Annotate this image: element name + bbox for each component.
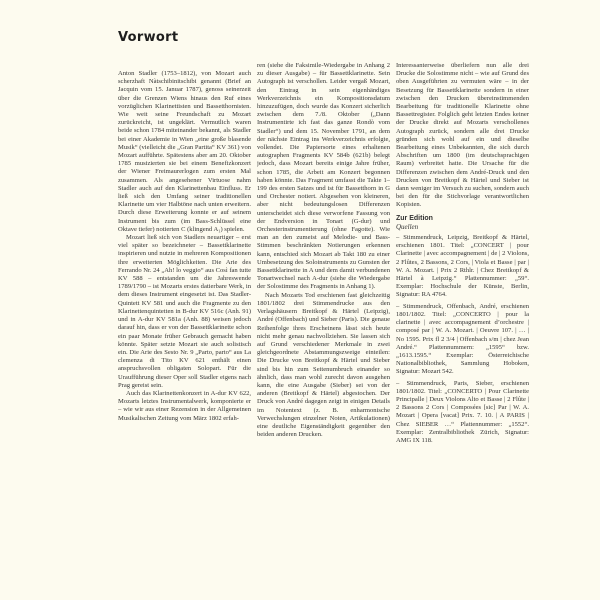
- subsection-heading-sources: Quellen: [396, 222, 419, 231]
- source-entry: – Stimmendruck, Leipzig, Breitkopf & Härtel, erschienen 1801. Titel: „CONCERT | pour Clarinette | avec accompagnement | de | 2 Violons, 2 Flûtes, 2 Bassons, 2 Cors, | Viola et Basse | par | W. A. Mozart. | Prix 2 Rthlr. | Chez Breitkopf & Härtel à Leipzig.“ Plattennummer: „59“. Exemplar: Hochschule der Künste, Berlin, Signatur: RA 4764.: [396, 234, 529, 299]
- page-title: Vorwort: [118, 30, 179, 45]
- section-heading-edition: Zur Edition: [396, 214, 433, 222]
- text-column-2: [257, 62, 390, 590]
- paragraph: Interessanterweise überliefern nun alle drei Drucke die Solostimme nicht – wie auf Grund des oben Ausgeführten zu vermuten wäre – in der Besetzung für Bassettklarinette sondern in einer zwischen den Drucken übereinstimmenden Bearbeitung für traditionelle Klarinette ohne Bassettregister. Folglich geht letzten Endes keiner der Drucke direkt auf Mozarts verschollenes Autograph zurück, sondern alle drei Drucke gründen sich wohl auf ein und dieselbe Bearbeitung eines Unbekannten, die sich durch Abschriften um 1800 (im deutschsprachigen Raum) verbreitet hatte. Die Ursache für die Differenzen zwischen dem André-Druck und den Drucken von Breitkopf & Härtel und Sieber ist dann weniger im Versuch zu suchen, sondern auch bei den für die Stichvorlage verantwortlichen Kopisten.: [396, 62, 529, 209]
- paragraph: ren (siehe die Faksimile-Wiedergabe in Anhang 2 zu dieser Ausgabe) – für Bassettklarinette. Sein Autograph ist verschollen. Leider vergaß Mozart, den Eintrag in sein eigenhändiges Werkverzeichnis ein Kompositionsdatum hinzuzufügen, doch wurde das Konzert sicherlich zwischen dem 7./8. Oktober („Dann Instrumentirte ich fast das ganze Rondò vom Stadler“) und dem 15. November 1791, an dem der nächste Eintrag ins Werkverzeichnis erfolgte, vollendet. Die Papiersorte eines erhaltenen autographen Fragments KV 584b (621b) belegt jedoch, dass Mozart bereits einige Jahre früher, schon 1785, die Arbeit am Konzert begonnen haben könnte. Das Fragment umfasst die Takte 1–199 des ersten Satzes und ist für Bassetthorn in G und Orchester notiert. Abgesehen von kleineren, aber nicht bedeutungslosen Differenzen unterscheidet sich diese verworfene Fassung von der Endversion in Tonart (G-dur) und Orchesterinstrumentierung (ohne Fagotte). Wie man an den zumeist auf Melodie- und Bass-Stimmen beschränkten Notierungen erkennen kann, entschied sich Mozart ab Takt 180 zu einer Umbesetzung des Soloinstruments zu Gunsten der Bassettklarinette in A und dem damit verbundenen Tonartwechsel nach A-dur (siehe die Wiedergabe der Solostimme des Fragments in Anhang 1).: [257, 62, 390, 291]
- paragraph: Anton Stadler (1753–1812), von Mozart auch scherzhaft Nàtschibinitschibi genannt (Brief an Jacquin vom 15. Januar 1787), genoss seinerzeit über die Grenzen Wiens hinaus den Ruf eines vorzüglichen Klarinettisten und Bassetthornisten. Wie weit seine Freundschaft zu Mozart zurückreicht, ist ungeklärt. Vermutlich waren beide schon 1784 miteinander bekannt, als Stadler bei einer Akademie in Wien „eine große blasende Musik“ (vielleicht die „Gran Partita“ KV 361) von Mozart aufführte. Spätestens aber am 20. Oktober 1785 musizierten sie bei einem Benefizkonzert der Wiener Freimaurerlogen zum ersten Mal zusammen. Als angesehener Virtuose nahm Stadler auch auf den Klarinettenbau Einfluss. Er ließ sich den Umfang seiner traditionellen Klarinette um vier Halbtöne nach unten erweitern. Durch diese Erweiterung konnte er auf seinem Instrument bis zum (im Bass-Schlüssel eine Oktave tiefer) notierten C (klingend A₁) spielen.: [118, 70, 251, 233]
- paragraph: Auch das Klarinettenkonzert in A-dur KV 622, Mozarts letztes Instrumentalwerk, komponierte er – wie wir aus einer Rezension in der Allgemeinen Musikalischen Zeitung vom März 1802 erfah-: [118, 389, 251, 422]
- paragraph: Mozart ließ sich von Stadlers neuartiger – erst viel später so bezeichneter – Bassettklarinette inspirieren und nutzte in mehreren Kompositionen ihre erweiterten Möglichkeiten. Die Arie des Ferrando Nr. 24 „Ah! lo veggio“ aus Così fan tutte KV 588 – entstanden um die Jahreswende 1789/1790 – ist Mozarts erstes datierbare Werk, in dem dieses Instrument eingesetzt ist. Das Stadler-Quintett KV 581 und auch die Fragmente zu den Klarinettenquintetten in B-dur KV 516c (Anh. 91) und in A-dur KV 581a (Anh. 88) weisen jedoch darauf hin, dass er von der Bassettklarinette schon ein paar Monate früher Gebrauch gemacht haben könnte. Später setzte Mozart sie auch solistisch ein. Die Arie des Sesto Nr. 9 „Parto, parto“ aus La clemenza di Tito KV 621 enthält einen anspruchsvollen obligaten Solopart. Für die Uraufführung dieser Oper soll Stadler eigens nach Prag gereist sein.: [118, 234, 251, 389]
- source-entry: – Stimmendruck, Offenbach, André, erschienen 1801/1802. Titel: „CONCERTO | pour la clarinette | avec accompagnement d’orchestre | composé par | W. A. Mozart. | Oeuvre 107. | … | No 1595. Prix fl 2 3/4 | Offenbach s/m | chez Jean André.“ Plattennummern: „1595“ bzw. „1613.1595.“ Exemplar: Österreichische Nationalbibliothek, Sammlung Hoboken, Signatur: Mozart 542.: [396, 302, 529, 376]
- paragraph: Nach Mozarts Tod erschienen fast gleichzeitig 1801/1802 drei Stimmendrucke aus den Verlagshäusern Breitkopf & Härtel (Leipzig), André (Offenbach) und Sieber (Paris). Die genaue Reihenfolge ihres Erscheinens lässt sich heute nicht mehr genau nachvollziehen. Sie lassen sich auf Grund verschiedener Merkmale in zwei gleichgeordnete Abstammungszweige einteilen: Die Drucke von Breitkopf & Härtel und Sieber sind bis hin zum Seitenumbruch einander so ähnlich, dass man wohl zurecht davon ausgehen kann, die eine Ausgabe (Sieber) sei von der anderen (Breitkopf & Härtel) abgestochen. Der Druck von André dagegen zeigt in einigen Details im Notentext (z. B. enharmonische Verwechslungen einzelner Noten, Artikulationen) eine deutliche Eigenständigkeit gegenüber den beiden anderen Drucken.: [257, 291, 390, 439]
- text-column-3: [396, 62, 529, 590]
- text-column-1: [118, 70, 251, 590]
- source-entry: – Stimmendruck, Paris, Sieber, erschienen 1801/1802. Titel: „CONCERTO | Pour Clarinette Principalle | Deux Violons Alto et Basse | 2 Flûte | 2 Bassons 2 Cors | Composées [sic] Par | W. A. Mozart | Opera [vacat] Prix. 7. 10. | A PARIS | Chez SIEBER …“ Plattennummer: „1552“. Exemplar: Zentralbibliothek Zürich, Signatur: AMG IX 118.: [396, 379, 529, 444]
